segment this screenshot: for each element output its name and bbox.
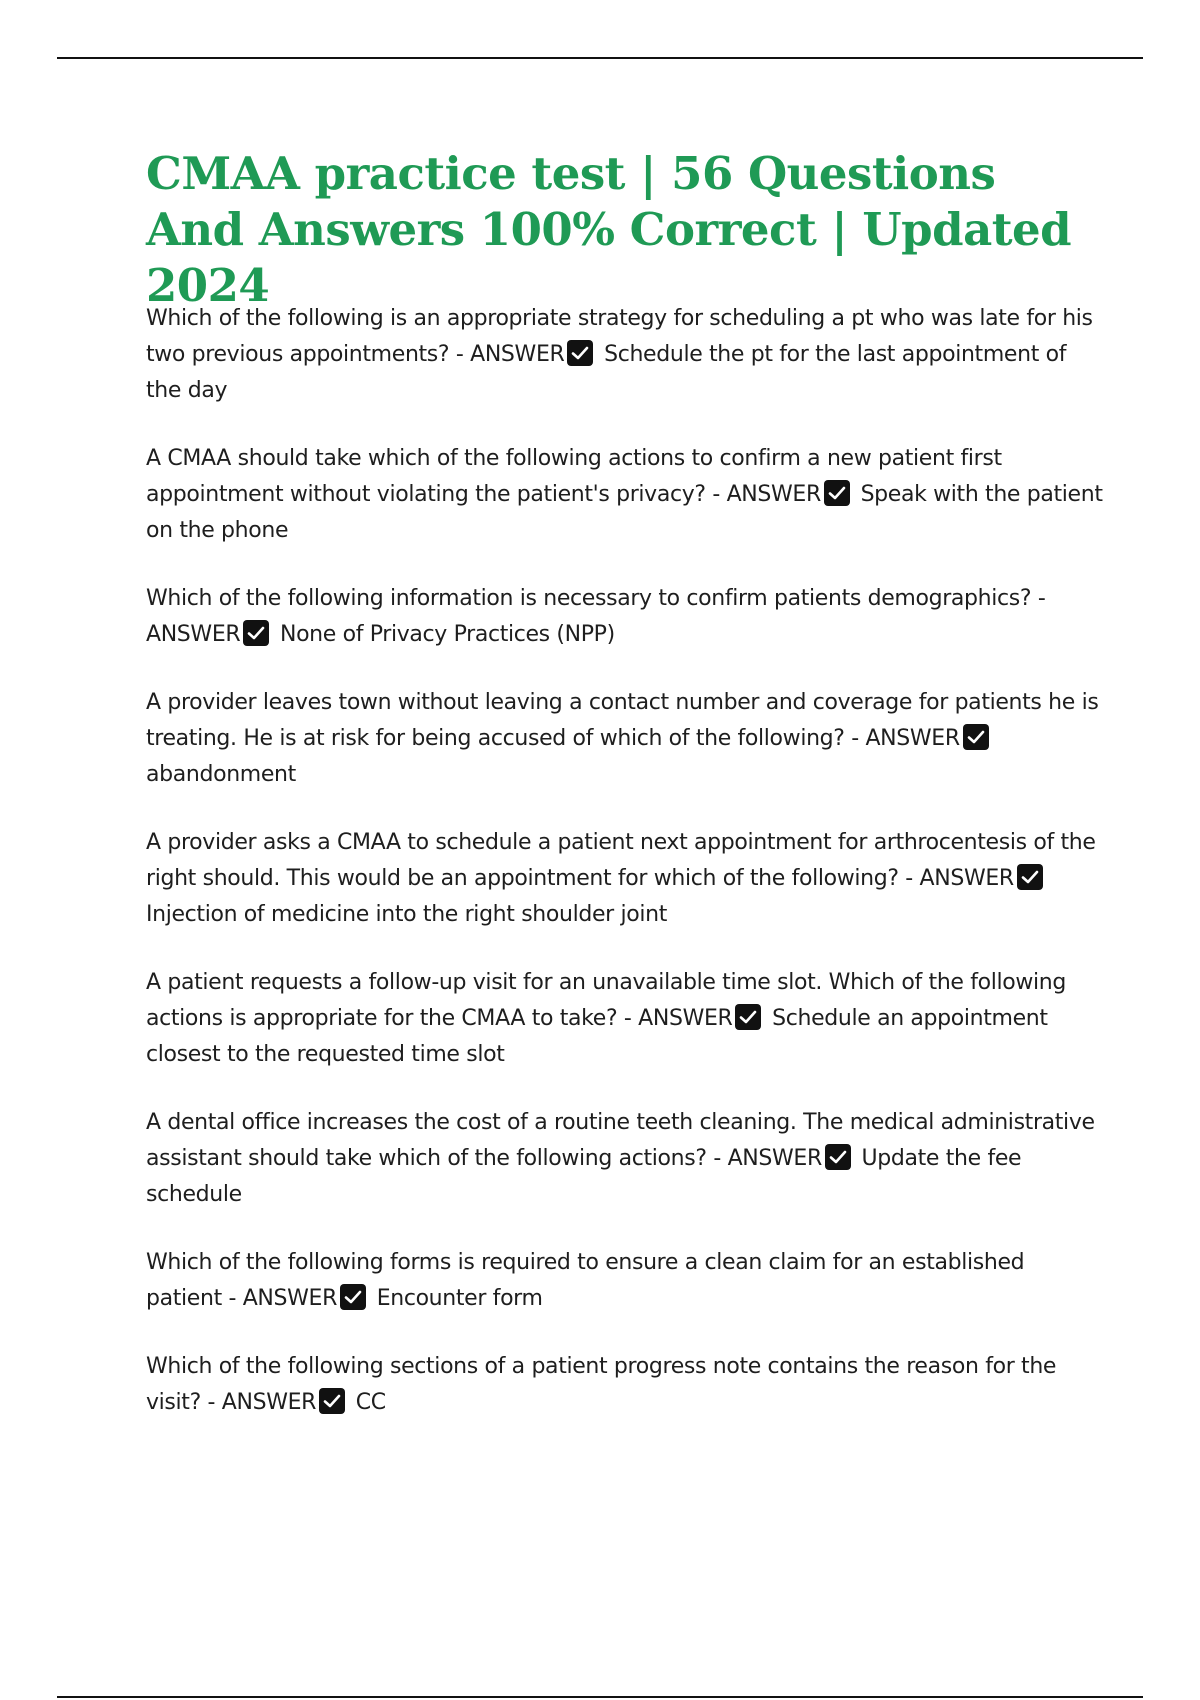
answer-text: Injection of medicine into the right shoulder joint	[146, 902, 668, 927]
qa-item	[146, 1245, 1106, 1317]
qa-item	[146, 965, 1106, 1073]
question-text: Which of the following information is necessary to confirm patients demographics? - ANSWER	[146, 586, 1046, 647]
qa-item	[146, 1105, 1106, 1213]
answer-text: Speak with the patient on the phone	[146, 482, 1103, 543]
question-text: A patient requests a follow-up visit for an unavailable time slot. Which of the following actions is appropriate for the CMAA to take? - ANSWER	[146, 970, 1067, 1031]
question-text: A provider asks a CMAA to schedule a patient next appointment for arthrocentesis of the right should. This would be an appointment for which of the following? - ANSWER	[146, 830, 1096, 891]
check-box-icon	[735, 1004, 761, 1030]
check-box-icon	[340, 1284, 366, 1310]
qa-item	[146, 441, 1106, 549]
question-text: Which of the following is an appropriate strategy for scheduling a pt who was late for his two previous appointments? - ANSWER	[146, 306, 1093, 367]
question-text: Which of the following sections of a patient progress note contains the reason for the visit? - ANSWER	[146, 1354, 1057, 1415]
answer-text: Encounter form	[376, 1286, 543, 1311]
question-text: A dental office increases the cost of a routine teeth cleaning. The medical administrative assistant should take which of the following actions? - ANSWER	[146, 1110, 1095, 1171]
check-box-icon	[319, 1388, 345, 1414]
check-box-icon	[825, 1144, 851, 1170]
question-text: Which of the following forms is required to ensure a clean claim for an established patient - ANSWER	[146, 1250, 1025, 1311]
qa-list	[146, 301, 1106, 1453]
qa-item	[146, 301, 1106, 409]
top-rule	[57, 57, 1143, 59]
qa-item	[146, 825, 1106, 933]
question-text: A provider leaves town without leaving a contact number and coverage for patients he is treating. He is at risk for being accused of which of the following? - ANSWER	[146, 690, 1099, 751]
document-title: CMAA practice test | 56 Questions And Answers 100% Correct | Updated 2024	[146, 147, 1072, 312]
check-box-icon	[963, 724, 989, 750]
answer-text: abandonment	[146, 762, 296, 787]
check-box-icon	[567, 340, 593, 366]
answer-text: Schedule an appointment closest to the requested time slot	[146, 1006, 1048, 1067]
bottom-rule	[57, 1696, 1143, 1698]
qa-item	[146, 685, 1106, 793]
check-box-icon	[243, 620, 269, 646]
answer-text: CC	[355, 1390, 386, 1415]
check-box-icon	[824, 480, 850, 506]
check-box-icon	[1017, 864, 1043, 890]
answer-text: Schedule the pt for the last appointment of the day	[146, 342, 1067, 403]
answer-text: Update the fee schedule	[146, 1146, 1022, 1207]
answer-text: None of Privacy Practices (NPP)	[279, 622, 615, 647]
question-text: A CMAA should take which of the following actions to confirm a new patient first appointment without violating the patient's privacy? - ANSWER	[146, 446, 1002, 507]
qa-item	[146, 581, 1106, 653]
qa-item	[146, 1349, 1106, 1421]
